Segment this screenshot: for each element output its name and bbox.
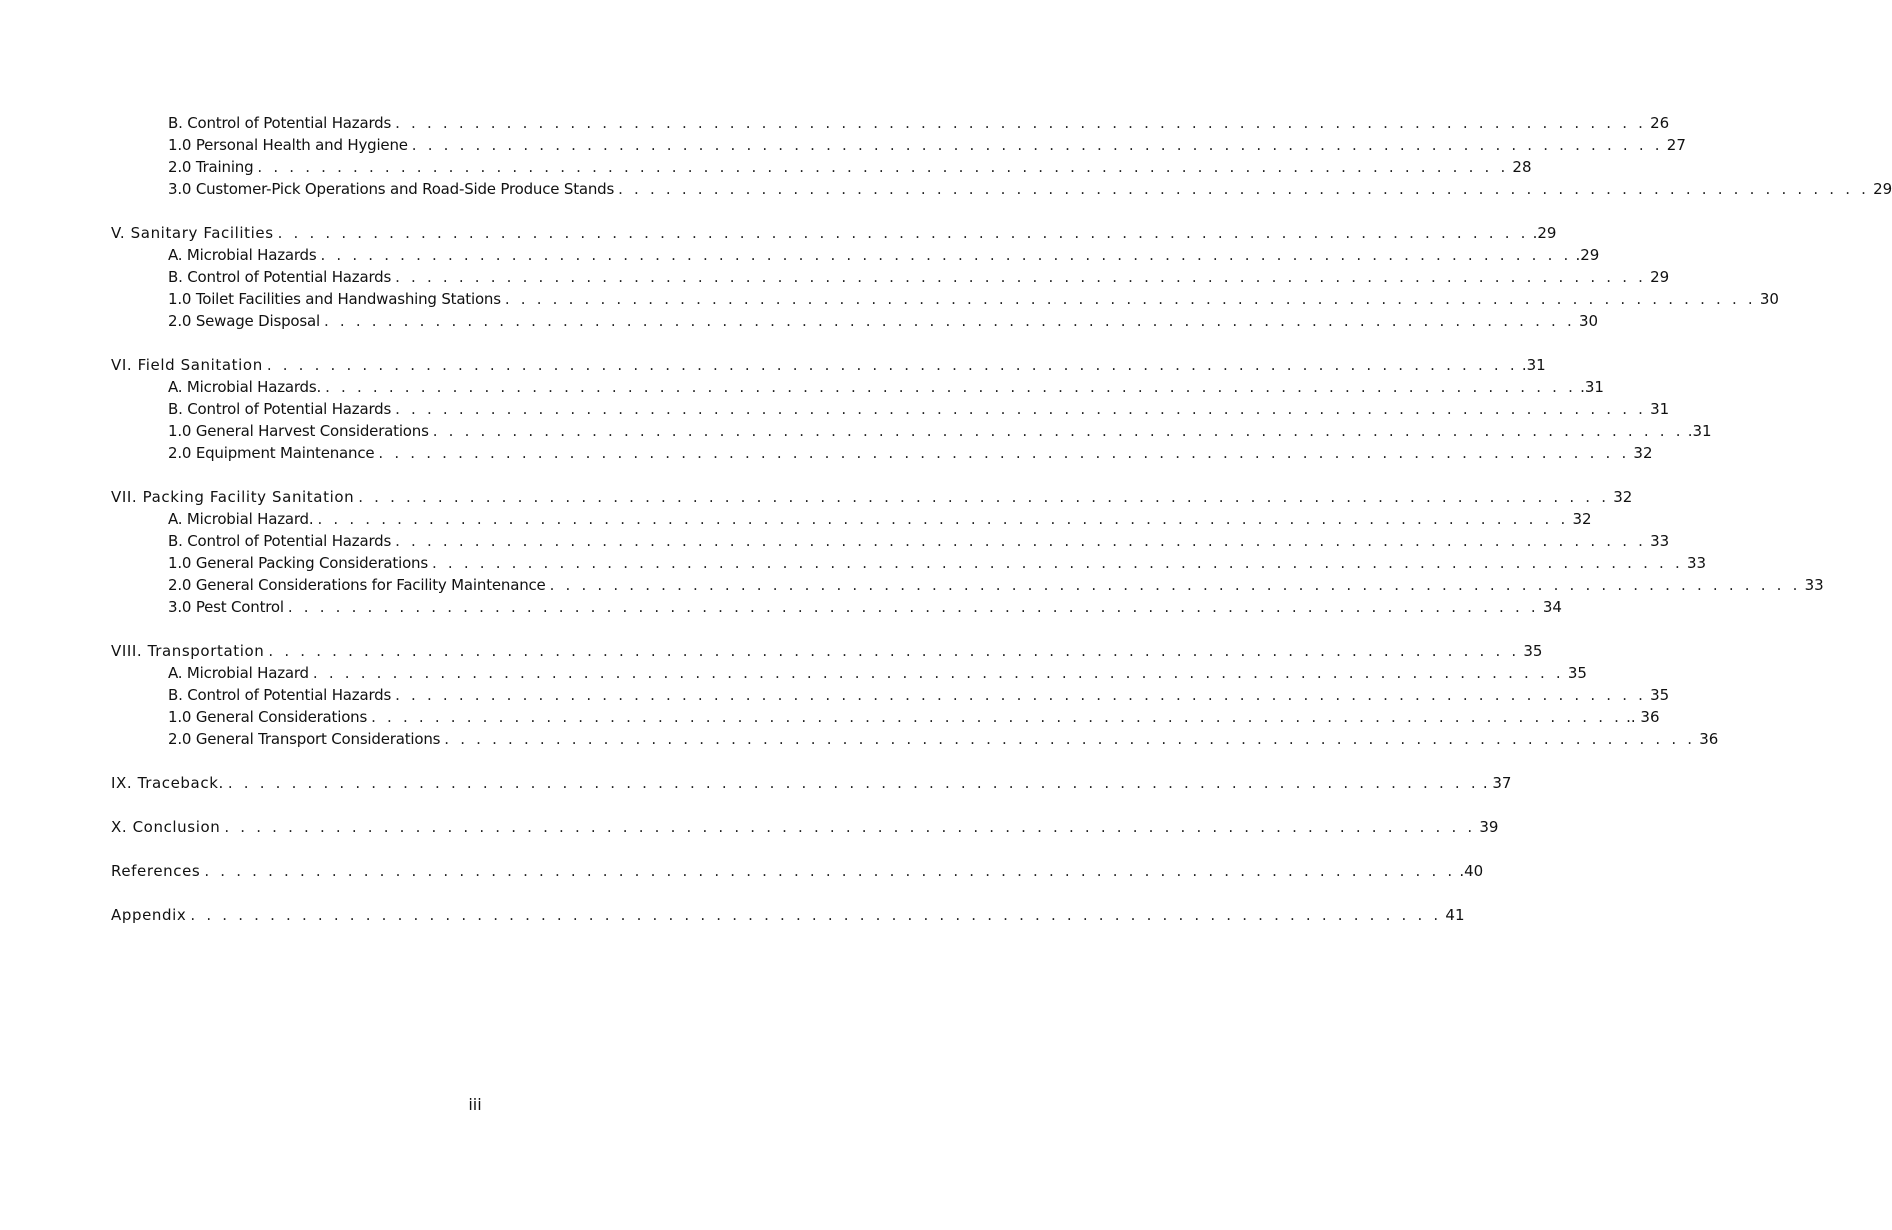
toc-entry-page: 30: [1578, 312, 1599, 330]
dot-leader: . . . . . . . . . . . . . . . . . . . . . . . . . . . . . . . . . . . . . . . . . . . . . . . . . . . . . . . . . . . . . . . . . . . . . . . . . . . . . . .: [411, 136, 1663, 154]
toc-subsection-entry[interactable]: [111, 266, 1670, 288]
dot-leader: . . . . . . . . . . . . . . . . . . . . . . . . . . . . . . . . . . . . . . . . . . . . . . . . . . . . . . . . . . . . . . . . . . . . . . . . . . . . . . .: [371, 708, 1623, 726]
toc-entry-title: B. Control of Potential Hazards: [168, 114, 392, 132]
toc-subsection-entry[interactable]: [111, 112, 1670, 134]
section-spacer: [111, 332, 839, 354]
toc-entry-page: 33: [1686, 554, 1707, 572]
toc-subsection-entry[interactable]: [111, 662, 1587, 684]
toc-entry-title: B. Control of Potential Hazards: [168, 400, 392, 418]
toc-entry-page: 35: [1650, 686, 1670, 704]
toc-subsection-entry[interactable]: [111, 420, 1712, 442]
toc-entry-page: .29: [1575, 246, 1600, 264]
section-spacer: [111, 200, 839, 222]
toc-entry-title: B. Control of Potential Hazards: [168, 686, 392, 704]
toc-entry-title: B. Control of Potential Hazards: [168, 268, 392, 286]
toc-subsection-entry[interactable]: [111, 310, 1599, 332]
dot-leader: . . . . . . . . . . . . . . . . . . . . . . . . . . . . . . . . . . . . . . . . . . . . . . . . . . . . . . . . . . . . . . . . . . . . . . . . . . . . . . .: [204, 862, 1456, 880]
toc-entry-title: VII. Packing Facility Sanitation: [111, 488, 355, 506]
toc-entry-title: 1.0 General Harvest Considerations: [168, 422, 429, 440]
toc-subsection-entry[interactable]: [111, 244, 1600, 266]
toc-entry-title: A. Microbial Hazards.: [168, 378, 322, 396]
dot-leader: . . . . . . . . . . . . . . . . . . . . . . . . . . . . . . . . . . . . . . . . . . . . . . . . . . . . . . . . . . . . . . . . . . . . . . . . . . . . . . .: [504, 290, 1756, 308]
section-spacer: [111, 794, 839, 816]
table-of-contents: [111, 112, 1892, 926]
toc-entry-page: 31: [1650, 400, 1670, 418]
toc-entry-page: 33: [1650, 532, 1670, 550]
dot-leader: . . . . . . . . . . . . . . . . . . . . . . . . . . . . . . . . . . . . . . . . . . . . . . . . . . . . . . . . . . . . . . . . . . . . . . . . . . . . . . .: [266, 356, 1518, 374]
toc-subsection-entry[interactable]: [111, 508, 1592, 530]
toc-entry-page: .31: [1687, 422, 1712, 440]
dot-leader: . . . . . . . . . . . . . . . . . . . . . . . . . . . . . . . . . . . . . . . . . . . . . . . . . . . . . . . . . . . . . . . . . . . . . . . . . . . . . . .: [312, 664, 1564, 682]
toc-entry-title: Appendix: [111, 906, 187, 924]
section-spacer: [111, 464, 839, 486]
dot-leader: . . . . . . . . . . . . . . . . . . . . . . . . . . . . . . . . . . . . . . . . . . . . . . . . . . . . . . . . . . . . . . . . . . . . . . . . . . . . . . .: [268, 642, 1520, 660]
toc-entry-title: 2.0 Sewage Disposal: [168, 312, 320, 330]
toc-subsection-entry[interactable]: [111, 442, 1653, 464]
toc-entry-page: 29: [1650, 268, 1670, 286]
toc-section-entry[interactable]: [111, 816, 1499, 838]
toc-entry-title: A. Microbial Hazards: [168, 246, 317, 264]
dot-leader: . . . . . . . . . . . . . . . . . . . . . . . . . . . . . . . . . . . . . . . . . . . . . . . . . . . . . . . . . . . . . . . . . . . . . . . . . . . . . . .: [323, 312, 1575, 330]
toc-section-entry[interactable]: [111, 354, 1546, 376]
toc-entry-title: IX. Traceback.: [111, 774, 224, 792]
toc-section-entry[interactable]: [111, 222, 1557, 244]
toc-entry-page: 26: [1650, 114, 1670, 132]
toc-section-entry[interactable]: [111, 904, 1465, 926]
toc-entry-page: 33: [1804, 576, 1824, 594]
toc-entry-title: A. Microbial Hazard.: [168, 510, 314, 528]
toc-entry-title: V. Sanitary Facilities: [111, 224, 274, 242]
toc-entry-title: 2.0 General Transport Considerations: [168, 730, 441, 748]
section-spacer: [111, 618, 839, 640]
toc-section-entry[interactable]: [111, 640, 1543, 662]
dot-leader: . . . . . . . . . . . . . . . . . . . . . . . . . . . . . . . . . . . . . . . . . . . . . . . . . . . . . . . . . . . . . . . . . . . . . . . . . . . . . . .: [444, 730, 1696, 748]
dot-leader: . . . . . . . . . . . . . . . . . . . . . . . . . . . . . . . . . . . . . . . . . . . . . . . . . . . . . . . . . . . . . . . . . . . . . . . . . . . . . . .: [395, 268, 1647, 286]
toc-subsection-entry[interactable]: [111, 134, 1686, 156]
toc-entry-page: 35: [1523, 642, 1543, 660]
toc-entry-title: 1.0 General Packing Considerations: [168, 554, 428, 572]
toc-entry-page: .40: [1459, 862, 1484, 880]
toc-section-entry[interactable]: [111, 772, 1512, 794]
toc-entry-page: .31: [1580, 378, 1604, 396]
dot-leader: . . . . . . . . . . . . . . . . . . . . . . . . . . . . . . . . . . . . . . . . . . . . . . . . . . . . . . . . . . . . . . . . . . . . . . . . . . . . . . .: [287, 598, 1539, 616]
toc-subsection-entry[interactable]: [111, 728, 1719, 750]
section-spacer: [111, 882, 839, 904]
toc-entry-title: 2.0 General Considerations for Facility Maintenance: [168, 576, 546, 594]
toc-subsection-entry[interactable]: [111, 552, 1707, 574]
toc-entry-page: .31: [1521, 356, 1546, 374]
toc-subsection-entry[interactable]: [111, 156, 1532, 178]
toc-entry-title: B. Control of Potential Hazards: [168, 532, 392, 550]
toc-entry-page: .. 36: [1626, 708, 1660, 726]
toc-subsection-entry[interactable]: [111, 574, 1824, 596]
toc-entry-page: 28: [1512, 158, 1532, 176]
toc-entry-page: 27: [1666, 136, 1686, 154]
dot-leader: . . . . . . . . . . . . . . . . . . . . . . . . . . . . . . . . . . . . . . . . . . . . . . . . . . . . . . . . . . . . . . . . . . . . . . . . . . . . . . .: [395, 686, 1647, 704]
toc-entry-page: 30: [1759, 290, 1779, 308]
toc-entry-page: 32: [1633, 444, 1653, 462]
section-spacer: [111, 838, 839, 860]
dot-leader: . . . . . . . . . . . . . . . . . . . . . . . . . . . . . . . . . . . . . . . . . . . . . . . . . . . . . . . . . . . . . . . . . . . . . . . . . . . . . . .: [395, 400, 1647, 418]
dot-leader: . . . . . . . . . . . . . . . . . . . . . . . . . . . . . . . . . . . . . . . . . . . . . . . . . . . . . . . . . . . . . . . . . . . . . . . . . . . . . . .: [395, 114, 1647, 132]
toc-entry-page: 34: [1542, 598, 1562, 616]
dot-leader: . . . . . . . . . . . . . . . . . . . . . . . . . . . . . . . . . . . . . . . . . . . . . . . . . . . . . . . . . . . . . . . . . . . . . . . . . . . . . . .: [618, 180, 1870, 198]
toc-entry-title: A. Microbial Hazard: [168, 664, 309, 682]
toc-entry-title: X. Conclusion: [111, 818, 221, 836]
toc-section-entry[interactable]: [111, 860, 1484, 882]
toc-entry-page: . 37: [1482, 774, 1512, 792]
toc-entry-page: 29: [1873, 180, 1892, 198]
toc-subsection-entry[interactable]: [111, 596, 1562, 618]
toc-entry-title: VIII. Transportation: [111, 642, 265, 660]
toc-entry-title: 1.0 General Considerations: [168, 708, 368, 726]
toc-entry-page: 32: [1613, 488, 1633, 506]
toc-subsection-entry[interactable]: [111, 706, 1660, 728]
toc-entry-page: 32: [1572, 510, 1592, 528]
dot-leader: . . . . . . . . . . . . . . . . . . . . . . . . . . . . . . . . . . . . . . . . . . . . . . . . . . . . . . . . . . . . . . . . . . . . . . . . . . . . . . .: [227, 774, 1479, 792]
toc-subsection-entry[interactable]: [111, 684, 1670, 706]
toc-subsection-entry[interactable]: [111, 530, 1670, 552]
toc-entry-title: References: [111, 862, 201, 880]
toc-entry-page: 36: [1699, 730, 1719, 748]
toc-entry-title: 3.0 Customer-Pick Operations and Road-Side Produce Stands: [168, 180, 615, 198]
toc-section-entry[interactable]: [111, 486, 1633, 508]
dot-leader: . . . . . . . . . . . . . . . . . . . . . . . . . . . . . . . . . . . . . . . . . . . . . . . . . . . . . . . . . . . . . . . . . . . . . . . . . . . . . . .: [320, 246, 1572, 264]
dot-leader: . . . . . . . . . . . . . . . . . . . . . . . . . . . . . . . . . . . . . . . . . . . . . . . . . . . . . . . . . . . . . . . . . . . . . . . . . . . . . . .: [378, 444, 1630, 462]
toc-subsection-entry[interactable]: [111, 178, 1892, 200]
dot-leader: . . . . . . . . . . . . . . . . . . . . . . . . . . . . . . . . . . . . . . . . . . . . . . . . . . . . . . . . . . . . . . . . . . . . . . . . . . . . . . .: [431, 554, 1683, 572]
toc-entry-page: 35: [1567, 664, 1587, 682]
toc-subsection-entry[interactable]: [111, 288, 1779, 310]
dot-leader: . . . . . . . . . . . . . . . . . . . . . . . . . . . . . . . . . . . . . . . . . . . . . . . . . . . . . . . . . . . . . . . . . . . . . . . . . . . . . . .: [317, 510, 1569, 528]
toc-entry-title: 1.0 Personal Health and Hygiene: [168, 136, 408, 154]
toc-entry-title: 3.0 Pest Control: [168, 598, 284, 616]
page-number: iii: [468, 1095, 482, 1114]
dot-leader: . . . . . . . . . . . . . . . . . . . . . . . . . . . . . . . . . . . . . . . . . . . . . . . . . . . . . . . . . . . . . . . . . . . . . . . . . . . . . . .: [395, 532, 1647, 550]
dot-leader: . . . . . . . . . . . . . . . . . . . . . . . . . . . . . . . . . . . . . . . . . . . . . . . . . . . . . . . . . . . . . . . . . . . . . . . . . . . . . . .: [358, 488, 1610, 506]
toc-entry-title: 2.0 Equipment Maintenance: [168, 444, 375, 462]
toc-entry-title: 2.0 Training: [168, 158, 254, 176]
dot-leader: . . . . . . . . . . . . . . . . . . . . . . . . . . . . . . . . . . . . . . . . . . . . . . . . . . . . . . . . . . . . . . . . . . . . . . . . . . . . . . .: [549, 576, 1801, 594]
dot-leader: . . . . . . . . . . . . . . . . . . . . . . . . . . . . . . . . . . . . . . . . . . . . . . . . . . . . . . . . . . . . . . . . . . . . . . . . . . . . . . .: [257, 158, 1509, 176]
toc-subsection-entry[interactable]: [111, 398, 1670, 420]
toc-entry-title: VI. Field Sanitation: [111, 356, 263, 374]
dot-leader: . . . . . . . . . . . . . . . . . . . . . . . . . . . . . . . . . . . . . . . . . . . . . . . . . . . . . . . . . . . . . . . . . . . . . . . . . . . . . . .: [325, 378, 1577, 396]
dot-leader: . . . . . . . . . . . . . . . . . . . . . . . . . . . . . . . . . . . . . . . . . . . . . . . . . . . . . . . . . . . . . . . . . . . . . . . . . . . . . . .: [224, 818, 1476, 836]
toc-entry-page: .29: [1532, 224, 1557, 242]
dot-leader: . . . . . . . . . . . . . . . . . . . . . . . . . . . . . . . . . . . . . . . . . . . . . . . . . . . . . . . . . . . . . . . . . . . . . . . . . . . . . . .: [277, 224, 1529, 242]
toc-entry-page: 41: [1445, 906, 1465, 924]
dot-leader: . . . . . . . . . . . . . . . . . . . . . . . . . . . . . . . . . . . . . . . . . . . . . . . . . . . . . . . . . . . . . . . . . . . . . . . . . . . . . . .: [432, 422, 1684, 440]
section-spacer: [111, 750, 839, 772]
toc-subsection-entry[interactable]: [111, 376, 1604, 398]
toc-entry-title: 1.0 Toilet Facilities and Handwashing Stations: [168, 290, 501, 308]
toc-entry-page: 39: [1479, 818, 1499, 836]
dot-leader: . . . . . . . . . . . . . . . . . . . . . . . . . . . . . . . . . . . . . . . . . . . . . . . . . . . . . . . . . . . . . . . . . . . . . . . . . . . . . . .: [190, 906, 1442, 924]
